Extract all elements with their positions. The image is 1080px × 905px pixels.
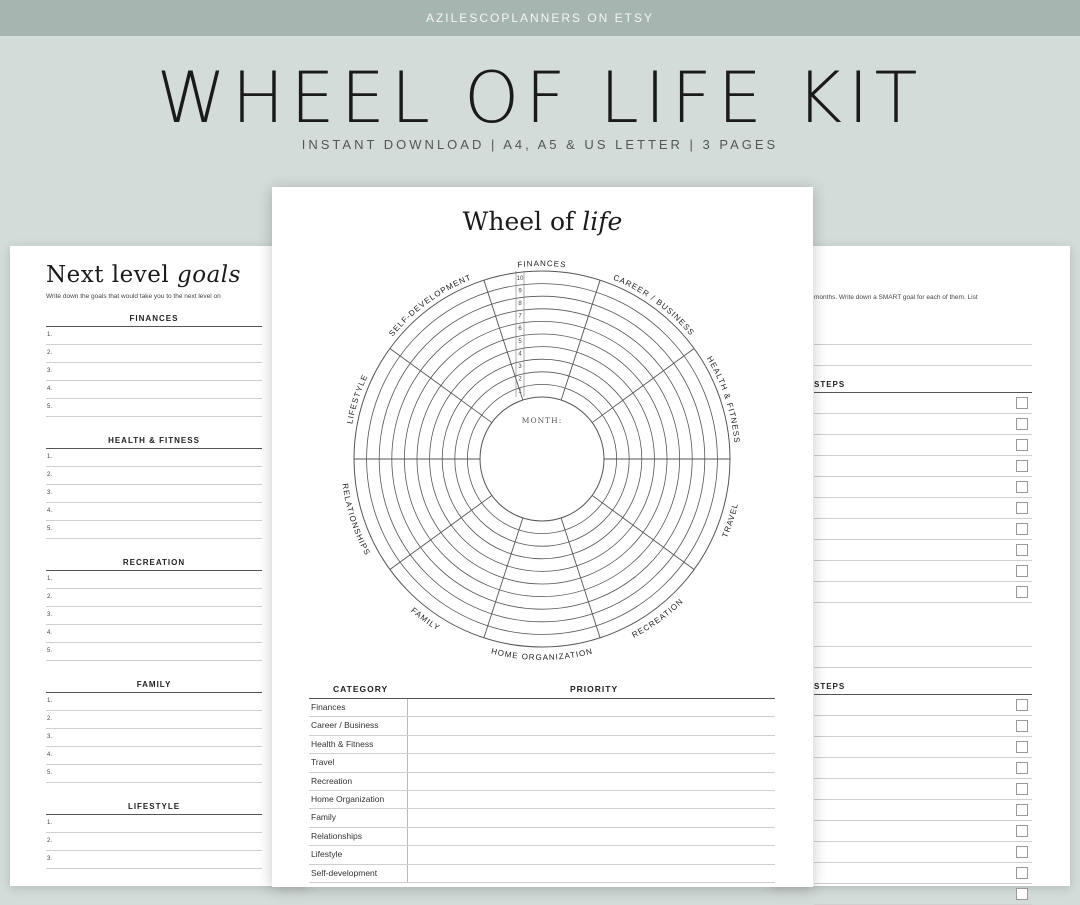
goal-row: 1. bbox=[46, 449, 262, 467]
scale-number: 2 bbox=[518, 376, 522, 383]
checkbox[interactable] bbox=[1016, 825, 1028, 837]
category-cell: Recreation bbox=[311, 773, 408, 790]
goal-line bbox=[814, 344, 1032, 345]
goal-row: 1. bbox=[46, 693, 262, 711]
table-row bbox=[309, 773, 775, 791]
wheel-category-label: FAMILY bbox=[409, 605, 442, 633]
page-instructions: months. Write down a SMART goal for each of them. List bbox=[814, 294, 978, 301]
title-plain: Wheel of bbox=[462, 207, 583, 236]
section-heading: LIFESTYLE bbox=[46, 802, 262, 815]
wheel-category-label: SELF-DEVELOPMENT bbox=[387, 272, 473, 339]
step-row bbox=[814, 519, 1032, 540]
month-label: MONTH: bbox=[521, 416, 563, 425]
checkbox[interactable] bbox=[1016, 544, 1028, 556]
goal-row: 1. bbox=[46, 327, 262, 345]
table-row bbox=[309, 828, 775, 846]
category-column-header: CATEGORY bbox=[333, 684, 389, 694]
goal-row: 2. bbox=[46, 589, 262, 607]
checkbox[interactable] bbox=[1016, 481, 1028, 493]
goal-row: 3. bbox=[46, 851, 262, 869]
goal-row: 3. bbox=[46, 607, 262, 625]
table-row bbox=[309, 754, 775, 772]
goal-section bbox=[46, 680, 262, 783]
goal-row: 1. bbox=[46, 815, 262, 833]
section-heading: FINANCES bbox=[46, 314, 262, 327]
goal-row: 4. bbox=[46, 625, 262, 643]
checkbox[interactable] bbox=[1016, 523, 1028, 535]
priority-column-header: PRIORITY bbox=[570, 684, 619, 694]
title-plain: Next level bbox=[46, 262, 178, 288]
wheel-divider bbox=[592, 348, 694, 422]
goal-section bbox=[46, 802, 262, 869]
wheel-category-label: RELATIONSHIPS bbox=[340, 482, 373, 558]
wheel-category-label: RECREATION bbox=[630, 596, 686, 640]
scale-number: 3 bbox=[518, 364, 522, 370]
section-heading: FAMILY bbox=[46, 680, 262, 693]
table-row bbox=[309, 791, 775, 809]
product-title: WHEEL OF LIFE KIT bbox=[156, 57, 924, 139]
step-row bbox=[814, 716, 1032, 737]
checkbox[interactable] bbox=[1016, 867, 1028, 879]
wheel-category-label: HEALTH & FITNESS bbox=[704, 354, 742, 444]
wheel-diagram bbox=[332, 249, 752, 669]
wheel-divider bbox=[390, 495, 492, 569]
step-row bbox=[814, 863, 1032, 884]
steps-heading: STEPS bbox=[814, 682, 1032, 695]
goal-row: 2. bbox=[46, 711, 262, 729]
step-row bbox=[814, 884, 1032, 905]
steps-section bbox=[814, 682, 1032, 905]
steps-section bbox=[814, 380, 1032, 603]
goal-row: 4. bbox=[46, 381, 262, 399]
table-row bbox=[309, 846, 775, 864]
table-row bbox=[309, 717, 775, 735]
checkbox[interactable] bbox=[1016, 762, 1028, 774]
table-header bbox=[309, 684, 775, 699]
title-italic: life bbox=[582, 207, 623, 236]
page-title bbox=[272, 207, 813, 236]
wheel-category-label: LIFESTYLE bbox=[345, 372, 370, 425]
step-row bbox=[814, 456, 1032, 477]
table-row bbox=[309, 736, 775, 754]
page-title bbox=[46, 262, 241, 288]
goal-row: 4. bbox=[46, 747, 262, 765]
checkbox[interactable] bbox=[1016, 783, 1028, 795]
step-row bbox=[814, 779, 1032, 800]
title-italic: goals bbox=[177, 262, 241, 288]
table-row bbox=[309, 865, 775, 883]
step-row bbox=[814, 842, 1032, 863]
step-row bbox=[814, 540, 1032, 561]
step-row bbox=[814, 800, 1032, 821]
wheel-ring bbox=[467, 384, 616, 533]
category-cell: Travel bbox=[311, 754, 408, 771]
category-cell: Family bbox=[311, 809, 408, 826]
goal-row: 2. bbox=[46, 345, 262, 363]
goal-line bbox=[814, 667, 1032, 668]
scale-number: 10 bbox=[516, 275, 524, 282]
step-row bbox=[814, 393, 1032, 414]
goal-row: 5. bbox=[46, 521, 262, 539]
step-row bbox=[814, 758, 1032, 779]
step-row bbox=[814, 561, 1032, 582]
scale-number: 8 bbox=[518, 301, 522, 307]
category-priority-table bbox=[309, 684, 775, 883]
goal-row: 5. bbox=[46, 643, 262, 661]
goal-line bbox=[814, 365, 1032, 366]
checkbox[interactable] bbox=[1016, 804, 1028, 816]
checkbox[interactable] bbox=[1016, 565, 1028, 577]
scale-number: 4 bbox=[518, 351, 522, 358]
checkbox[interactable] bbox=[1016, 741, 1028, 753]
scale-number: 9 bbox=[518, 288, 522, 295]
shop-name: AZILESCOPLANNERS ON ETSY bbox=[425, 11, 655, 25]
category-cell: Lifestyle bbox=[311, 846, 408, 863]
category-cell: Relationships bbox=[311, 828, 408, 845]
checkbox[interactable] bbox=[1016, 397, 1028, 409]
steps-heading: STEPS bbox=[814, 380, 1032, 393]
wheel-ring bbox=[455, 372, 629, 546]
goal-row: 1. bbox=[46, 571, 262, 589]
top-banner bbox=[0, 0, 1080, 36]
checkbox[interactable] bbox=[1016, 699, 1028, 711]
scale-number: 5 bbox=[518, 338, 522, 345]
goal-row: 3. bbox=[46, 485, 262, 503]
product-subtitle: INSTANT DOWNLOAD | A4, A5 & US LETTER | 3 PAGES bbox=[301, 137, 779, 152]
checkbox[interactable] bbox=[1016, 888, 1028, 900]
step-row bbox=[814, 821, 1032, 842]
step-row bbox=[814, 498, 1032, 519]
category-cell: Home Organization bbox=[311, 791, 408, 808]
goal-line bbox=[814, 646, 1032, 647]
table-row bbox=[309, 699, 775, 717]
wheel-of-life-page bbox=[272, 187, 813, 887]
goal-row: 2. bbox=[46, 467, 262, 485]
step-row bbox=[814, 737, 1032, 758]
goal-row: 3. bbox=[46, 363, 262, 381]
step-row bbox=[814, 582, 1032, 603]
wheel-divider bbox=[390, 348, 492, 422]
scale-number: 1 bbox=[518, 389, 522, 396]
goal-section bbox=[46, 314, 262, 417]
wheel-divider bbox=[592, 495, 694, 569]
wheel-category-label: CAREER / BUSINESS bbox=[611, 272, 697, 338]
checkbox[interactable] bbox=[1016, 439, 1028, 451]
table-row bbox=[309, 809, 775, 827]
checkbox[interactable] bbox=[1016, 460, 1028, 472]
goal-row: 2. bbox=[46, 833, 262, 851]
checkbox[interactable] bbox=[1016, 586, 1028, 598]
section-heading: RECREATION bbox=[46, 558, 262, 571]
step-row bbox=[814, 695, 1032, 716]
table-body bbox=[309, 699, 775, 883]
goal-row: 5. bbox=[46, 765, 262, 783]
goal-row: 5. bbox=[46, 399, 262, 417]
goal-row: 3. bbox=[46, 729, 262, 747]
goal-section bbox=[46, 436, 262, 539]
section-heading: HEALTH & FITNESS bbox=[46, 436, 262, 449]
category-cell: Health & Fitness bbox=[311, 736, 408, 753]
scale-number: 7 bbox=[518, 313, 522, 320]
wheel-category-label: HOME ORGANIZATION bbox=[490, 646, 594, 663]
checkbox[interactable] bbox=[1016, 502, 1028, 514]
scale-number: 6 bbox=[518, 326, 522, 333]
next-level-goals-page bbox=[10, 246, 310, 886]
step-row bbox=[814, 477, 1032, 498]
checkbox[interactable] bbox=[1016, 846, 1028, 858]
smart-goals-page bbox=[770, 246, 1070, 886]
wheel-category-label: TRAVEL bbox=[720, 501, 740, 539]
checkbox[interactable] bbox=[1016, 418, 1028, 430]
step-row bbox=[814, 435, 1032, 456]
step-row bbox=[814, 414, 1032, 435]
page-instructions: Write down the goals that would take you to the next level on bbox=[46, 293, 221, 300]
category-cell: Finances bbox=[311, 699, 408, 716]
goal-row: 4. bbox=[46, 503, 262, 521]
checkbox[interactable] bbox=[1016, 720, 1028, 732]
wheel-category-label: FINANCES bbox=[517, 258, 567, 270]
category-cell: Career / Business bbox=[311, 717, 408, 734]
category-cell: Self-development bbox=[311, 865, 408, 882]
goal-section bbox=[46, 558, 262, 661]
